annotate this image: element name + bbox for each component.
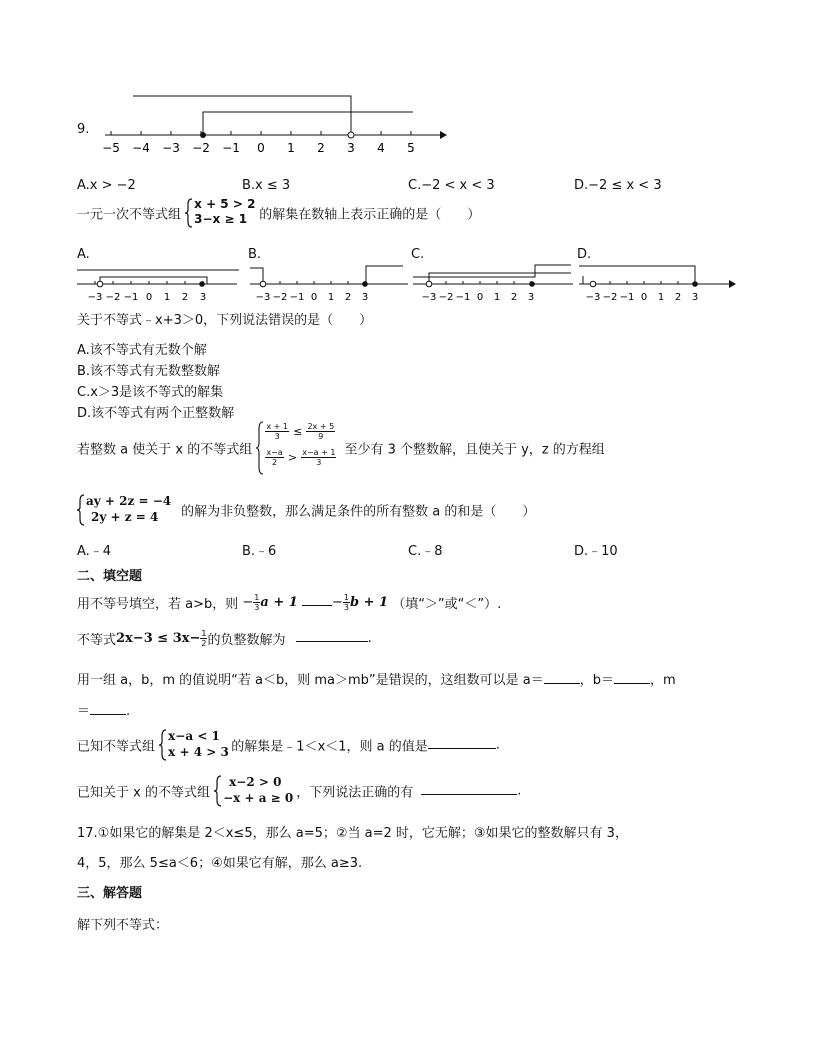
q17-line1 (77, 775, 521, 807)
q10-tick-label: −3 (421, 292, 437, 303)
q10-figure-a[interactable] (77, 260, 247, 310)
q12-frac2-den: 9 (318, 432, 324, 441)
q10-figure-c-label[interactable]: C. (411, 247, 425, 262)
q10-tick-label: −2 (602, 292, 618, 303)
q10-stem-suffix: 的解集在数轴上表示正确的是（ ） (259, 207, 481, 223)
q10-sys-line1: x + 5 > 2 (194, 197, 256, 211)
q12-frac3-den: 2 (271, 458, 278, 467)
q13-frac2-num: 1 (343, 593, 349, 602)
q10-tick-label: 2 (181, 292, 189, 303)
q12-frac4-den: 3 (316, 458, 322, 467)
q10-stem (77, 198, 480, 228)
q14-part2: 的负整数解为 (207, 633, 286, 648)
q10-tick-label: −1 (123, 292, 139, 303)
q13-frac2-den: 3 (343, 603, 349, 612)
q15-text2: ＝ (77, 704, 91, 719)
q17-part1: 已知关于 x 的不等式组 (77, 785, 210, 801)
q13-part2: （填“＞”或“＜”）. (392, 597, 502, 612)
q10-tick-label: 3 (691, 292, 699, 303)
q10-tick-label: 3 (361, 292, 369, 303)
q11-option-a[interactable]: A.该不等式有无数个解 (77, 343, 207, 358)
q9-tick-label: −4 (132, 141, 150, 155)
q10-figure-b[interactable] (248, 260, 413, 310)
q10-tick-label: −1 (619, 292, 635, 303)
q10-tick-label: −2 (272, 292, 288, 303)
q10-figure-d-label[interactable]: D. (577, 247, 592, 262)
q12-rel1: ≤ (293, 425, 303, 438)
q16-part1: 已知不等式组 (77, 739, 156, 755)
q12-option-a[interactable]: A.﹣4 (77, 544, 112, 559)
q10-tick-label: −3 (255, 292, 271, 303)
q10-stem-prefix: 一元一次不等式组 (77, 207, 182, 223)
q10-tick-label: 2 (674, 292, 682, 303)
q17-part2: ，下列说法正确的有 (296, 785, 414, 801)
q16-answer-blank[interactable] (428, 748, 496, 749)
q13-answer-blank[interactable] (302, 605, 332, 606)
q12-frac3-num: x−a (266, 448, 283, 457)
q9-tick-label: 5 (407, 141, 415, 155)
q9-tick-label: 0 (257, 141, 265, 155)
q10-tick-label: 3 (527, 292, 535, 303)
q16-line (77, 729, 500, 761)
q13-expr2: b + 1 (349, 595, 389, 610)
q14-answer-blank[interactable] (296, 641, 368, 642)
q10-tick-label: 2 (344, 292, 352, 303)
q9-tick-label: 4 (377, 141, 385, 155)
q12-eq1: ay + 2z = −4 (86, 494, 172, 508)
q12-frac1-den: 3 (274, 432, 280, 441)
q17-system (214, 775, 292, 807)
q12-part1: 若整数 a 使关于 x 的不等式组 (77, 442, 253, 458)
q14-frac-den: 2 (201, 639, 207, 648)
q10-figure-d[interactable] (577, 260, 742, 310)
q10-figure-a-label[interactable]: A. (77, 247, 90, 262)
question-number-9: 9. (77, 122, 90, 137)
section-answer-heading: 三、解答题 (77, 886, 143, 901)
q10-figure-b-label[interactable]: B. (248, 247, 262, 262)
q12-equation-system (77, 494, 177, 526)
q16-end: . (495, 737, 500, 753)
q12-frac1-num: x + 1 (266, 422, 288, 431)
q15-blank-b[interactable] (614, 683, 650, 684)
q14-expr: 2x−3 ≤ 3x− (116, 631, 201, 646)
q12-part2: 至少有 3 个整数解，且使关于 y，z 的方程组 (344, 442, 605, 458)
q10-tick-label: 0 (310, 292, 318, 303)
q11-stem: 关于不等式﹣x+3＞0，下列说法错误的是（ ） (77, 313, 373, 328)
q12-eq2: 2y + z = 4 (91, 510, 159, 524)
q9-tick-label: −3 (162, 141, 180, 155)
q10-tick-label: 0 (476, 292, 484, 303)
q15-line1 (77, 669, 676, 688)
q17-end: . (517, 783, 522, 799)
q9-option-b[interactable]: B.x ≤ 3 (242, 178, 291, 193)
q10-tick-label: 1 (493, 292, 501, 303)
q13-frac1-num: 1 (254, 593, 260, 602)
q13-frac1-den: 3 (254, 603, 260, 612)
q12-frac2-num: 2x + 5 (307, 422, 335, 431)
q14-part1: 不等式 (77, 633, 117, 648)
q9-tick-label: −5 (102, 141, 120, 155)
q10-tick-label: −2 (438, 292, 454, 303)
q16-system (159, 729, 227, 761)
q14-frac-num: 1 (201, 629, 207, 638)
q15-blank-a[interactable] (544, 683, 580, 684)
q12-inequality-system (256, 421, 340, 475)
q11-option-b[interactable]: B.该不等式有无数整数解 (77, 364, 221, 379)
q13-line (77, 593, 501, 612)
q12-line2 (77, 494, 535, 526)
q10-tick-label: 0 (640, 292, 648, 303)
number-line-q9 (95, 88, 455, 160)
q15-m-part: ，m (650, 673, 676, 688)
q10-tick-label: 1 (657, 292, 665, 303)
q10-system (185, 198, 255, 228)
q10-tick-label: 1 (163, 292, 171, 303)
q9-option-d[interactable]: D.−2 ≤ x < 3 (574, 178, 662, 193)
q9-option-a[interactable]: A.x > −2 (77, 178, 136, 193)
q17-sys-line2: −x + a ≥ 0 (223, 791, 294, 805)
q10-tick-label: 3 (199, 292, 207, 303)
q9-tick-label: 3 (347, 141, 355, 155)
q13-expr1: a + 1 (260, 595, 298, 610)
q10-tick-label: 2 (510, 292, 518, 303)
q10-tick-label: 1 (327, 292, 335, 303)
q16-part2: 的解集是﹣1＜x＜1，则 a 的值是 (231, 739, 428, 755)
q13-neg2: − (331, 595, 343, 610)
q12-option-c[interactable]: C.﹣8 (408, 544, 443, 559)
q13-part1: 用不等号填空，若 a>b，则 (77, 597, 239, 612)
section-fill-blank-heading: 二、填空题 (77, 569, 143, 584)
q10-figure-c[interactable] (411, 260, 581, 310)
q17-answer-blank[interactable] (421, 794, 517, 795)
q16-sys-line1: x−a < 1 (168, 729, 220, 743)
q16-sys-line2: x + 4 > 3 (168, 745, 229, 759)
q9-tick-label: −2 (192, 141, 210, 155)
q10-tick-label: −3 (87, 292, 103, 303)
q9-option-c[interactable]: C.−2 < x < 3 (408, 178, 495, 193)
q15-line2 (77, 700, 130, 719)
q10-tick-label: −1 (289, 292, 305, 303)
q12-option-b[interactable]: B.﹣6 (242, 544, 277, 559)
q9-tick-label: 1 (287, 141, 295, 155)
q15-blank-m[interactable] (90, 714, 126, 715)
q10-tick-label: −2 (105, 292, 121, 303)
q17-line3: 4，5，那么 5≤a＜6；④如果它有解，那么 a≥3. (77, 856, 363, 871)
q11-option-d[interactable]: D.该不等式有两个正整数解 (77, 406, 235, 421)
q17-line2: 17.①如果它的解集是 2＜x≤5，那么 a=5；②当 a=2 时，它无解；③如果它的整数解只有 3， (77, 826, 628, 841)
q12-rel2: > (287, 451, 298, 464)
q18-stem: 解下列不等式： (77, 918, 169, 933)
q17-sys-line1: x−2 > 0 (229, 775, 282, 789)
q15-end: . (126, 704, 131, 719)
q15-b-part: ，b＝ (579, 673, 615, 688)
q9-tick-label: −1 (222, 141, 240, 155)
q14-line: 不等式2x−3 ≤ 3x− $\frac{1}{2}$ 的负整数解为 . (77, 629, 372, 648)
q10-tick-label: −1 (455, 292, 471, 303)
q10-tick-label: 0 (145, 292, 153, 303)
q10-tick-label: −3 (585, 292, 601, 303)
q12-line1 (77, 421, 605, 475)
q12-frac4-num: x−a + 1 (302, 448, 336, 457)
q10-sys-line2: 3−x ≥ 1 (194, 212, 248, 226)
q9-tick-label: 2 (317, 141, 325, 155)
q13-neg1: − (242, 595, 254, 610)
q12-option-d[interactable]: D.﹣10 (574, 544, 618, 559)
q15-text1: 用一组 a，b，m 的值说明“若 a＜b，则 ma＞mb”是错误的，这组数可以是 a＝ (77, 673, 544, 688)
q11-option-c[interactable]: C.x＞3是该不等式的解集 (77, 385, 224, 400)
q12-part3: 的解为非负整数，那么满足条件的所有整数 a 的和是（ ） (181, 504, 536, 520)
